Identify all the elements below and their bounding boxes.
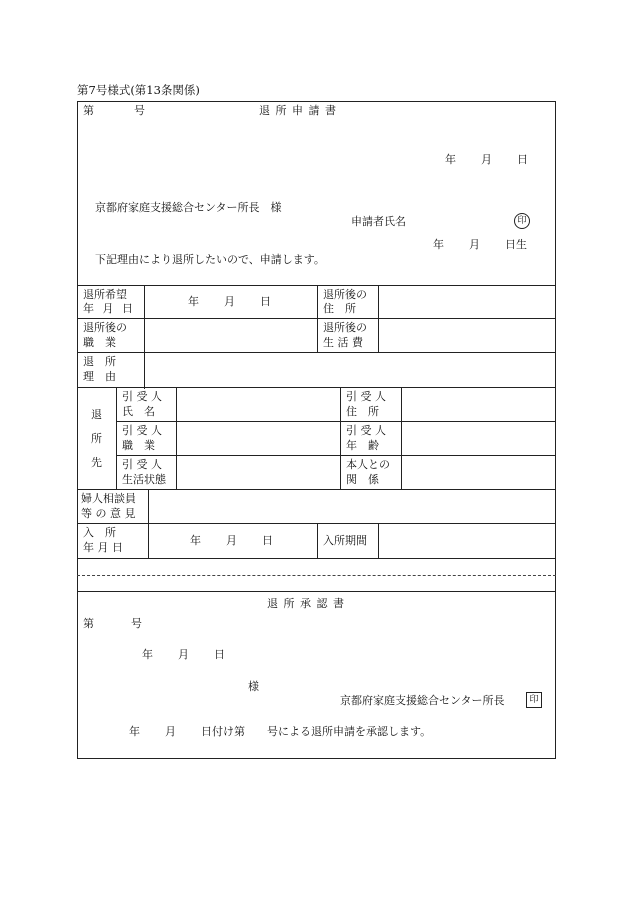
living-cost-label-2: 生 活 費 [323,336,363,349]
table-line [77,591,556,592]
table-line [378,285,379,353]
approval-issuer: 京都府家庭支援総合センター所長 [340,694,505,707]
receiver-address-label-2: 住 所 [346,405,379,418]
application-number-dai: 第 [83,104,94,117]
application-number-go: 号 [134,104,145,117]
reason-label-1: 退 所 [83,355,116,368]
counselor-opinion-label-2: 等 の 意 見 [81,507,136,520]
admission-date-label-2: 年 月 日 [83,541,123,554]
applicant-seal-icon: 印 [514,213,530,229]
receiver-job-label-1: 引 受 人 [122,424,162,437]
approval-date-month: 月 [178,648,189,661]
desired-date-month: 月 [224,295,235,308]
table-line [340,387,341,490]
table-line [144,285,145,389]
destination-char-2: 所 [91,432,102,445]
job-after-label-1: 退所後の [83,321,127,334]
table-line [317,285,318,353]
desired-date-label-2: 年 月 日 [83,302,133,315]
issuer-seal-icon: 印 [526,692,542,708]
approval-statement-month: 月 [165,725,176,738]
table-line [116,421,556,422]
destination-char-1: 退 [91,408,102,421]
addressee: 京都府家庭支援総合センター所長 様 [95,201,282,214]
address-after-label-2: 住 所 [323,302,356,315]
approval-statement-text: 日付け第 号による退所申請を承認します。 [201,725,432,738]
reason-label-2: 理 由 [83,370,116,383]
receiver-job-label-2: 職 業 [122,439,155,452]
admission-date-label-1: 入 所 [83,526,116,539]
desired-date-day: 日 [260,295,271,308]
approval-date-year: 年 [142,648,153,661]
approval-number-dai: 第 [83,617,94,630]
receiver-name-label-1: 引 受 人 [122,390,162,403]
table-line [378,523,379,559]
table-line [116,387,117,490]
receiver-living-label-1: 引 受 人 [122,458,162,471]
admission-date-month: 月 [226,534,237,547]
job-after-label-2: 職 業 [83,336,116,349]
table-line [401,387,402,490]
birth-month: 月 [469,238,480,251]
receiver-age-label-2: 年 齢 [346,439,379,452]
destination-char-3: 先 [91,456,102,469]
admission-period-label: 入所期間 [323,534,367,547]
table-line [176,387,177,490]
application-title: 退 所 申 請 書 [259,104,337,117]
living-cost-label-1: 退所後の [323,321,367,334]
application-statement: 下記理由により退所したいので、申請します。 [95,253,325,266]
receiver-name-label-2: 氏 名 [122,405,155,418]
approval-number-go: 号 [131,617,142,630]
table-line [77,387,556,388]
receiver-age-label-1: 引 受 人 [346,424,386,437]
admission-date-year: 年 [190,534,201,547]
desired-date-year: 年 [188,295,199,308]
approval-sama: 様 [248,680,259,693]
receiver-living-label-2: 生活状態 [122,473,166,486]
relation-label-2: 関 係 [346,473,379,486]
applicant-name-label: 申請者氏名 [351,215,406,228]
application-date-year: 年 [445,153,456,166]
birth-year: 年 [433,238,444,251]
receiver-address-label-1: 引 受 人 [346,390,386,403]
desired-date-label-1: 退所希望 [83,288,127,301]
application-date-day: 日 [517,153,528,166]
admission-date-day: 日 [262,534,273,547]
table-line [317,523,318,559]
table-line [148,489,149,559]
address-after-label-1: 退所後の [323,288,367,301]
approval-title: 退 所 承 認 書 [267,597,345,610]
birth-day: 日生 [505,238,527,251]
table-line [116,455,556,456]
application-date-month: 月 [481,153,492,166]
relation-label-1: 本人との [346,458,390,471]
cut-line [77,575,556,576]
counselor-opinion-label-1: 婦人相談員 [81,492,136,505]
approval-date-day: 日 [214,648,225,661]
form-caption: 第7号様式(第13条関係) [77,83,200,97]
approval-statement-year: 年 [129,725,140,738]
